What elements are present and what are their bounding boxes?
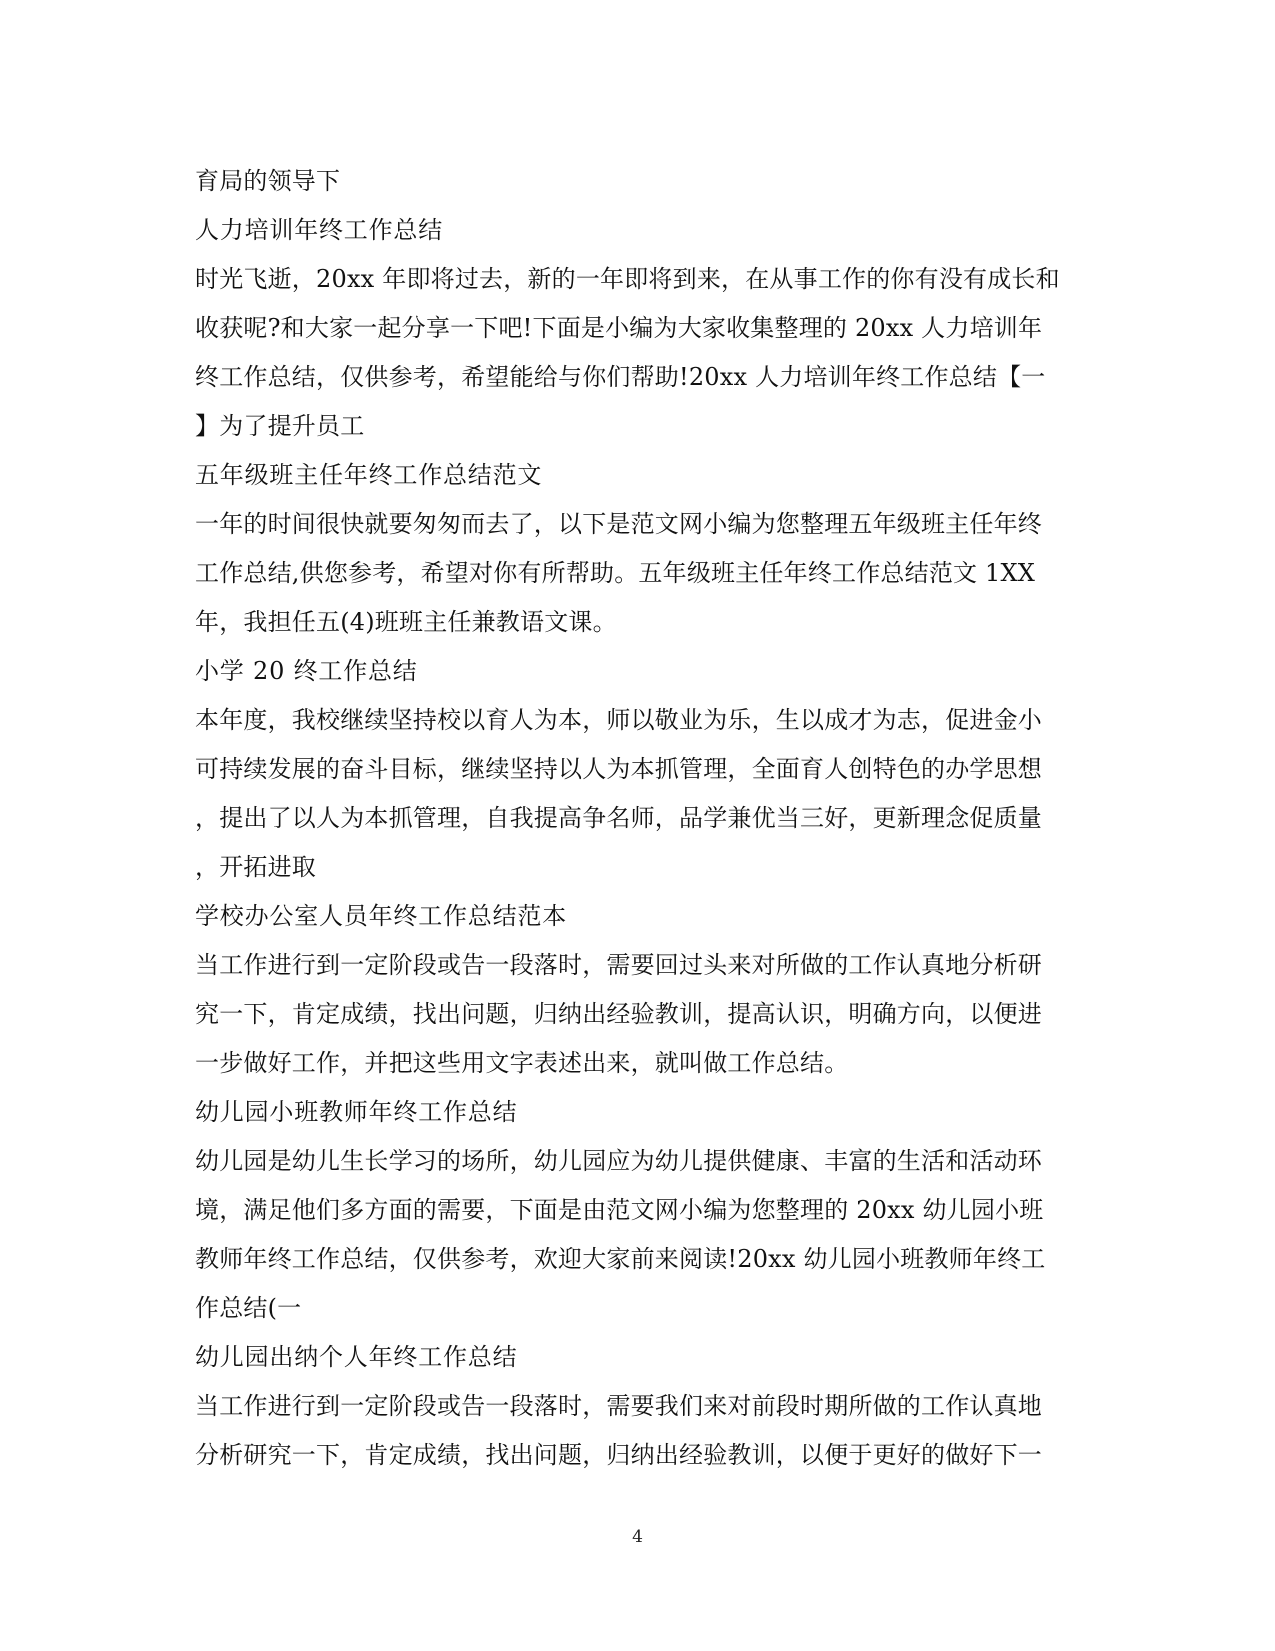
- section-heading: 人力培训年终工作总结: [195, 216, 443, 244]
- section-heading: 幼儿园出纳个人年终工作总结: [195, 1343, 518, 1371]
- paragraph-line: ，提出了以人为本抓管理，自我提高争名师，品学兼优当三好，更新理念促质量: [195, 804, 1042, 832]
- section-heading: 五年级班主任年终工作总结范文: [195, 461, 543, 489]
- paragraph-line: 境，满足他们多方面的需要，下面是由范文网小编为您整理的 20xx 幼儿园小班: [195, 1196, 1044, 1224]
- paragraph-line: 一年的时间很快就要匆匆而去了，以下是范文网小编为您整理五年级班主任年终: [195, 510, 1042, 538]
- section-heading: 小学 20 终工作总结: [195, 657, 418, 685]
- page-number: 4: [632, 1527, 643, 1547]
- paragraph-line: 终工作总结，仅供参考，希望能给与你们帮助!20xx 人力培训年终工作总结【一: [195, 363, 1046, 391]
- paragraph-line: 究一下，肯定成绩，找出问题，归纳出经验教训，提高认识，明确方向，以便进: [195, 1000, 1042, 1028]
- paragraph-line: 一步做好工作，并把这些用文字表述出来，就叫做工作总结。: [195, 1049, 849, 1077]
- paragraph-line: 幼儿园是幼儿生长学习的场所，幼儿园应为幼儿提供健康、丰富的生活和活动环: [195, 1147, 1042, 1175]
- paragraph-line: 工作总结,供您参考，希望对你有所帮助。五年级班主任年终工作总结范文 1XX: [195, 559, 1036, 587]
- paragraph-line: 时光飞逝，20xx 年即将过去，新的一年即将到来，在从事工作的你有没有成长和: [195, 265, 1060, 293]
- paragraph-line: 可持续发展的奋斗目标，继续坚持以人为本抓管理，全面育人创特色的办学思想: [195, 755, 1042, 783]
- paragraph-line: 当工作进行到一定阶段或告一段落时，需要我们来对前段时期所做的工作认真地: [195, 1392, 1042, 1420]
- paragraph-line: 教师年终工作总结，仅供参考，欢迎大家前来阅读!20xx 幼儿园小班教师年终工: [195, 1245, 1046, 1273]
- section-heading: 幼儿园小班教师年终工作总结: [195, 1098, 518, 1126]
- paragraph-line: 当工作进行到一定阶段或告一段落时，需要回过头来对所做的工作认真地分析研: [195, 951, 1042, 979]
- section-heading: 学校办公室人员年终工作总结范本: [195, 902, 567, 930]
- paragraph-line: 分析研究一下，肯定成绩，找出问题，归纳出经验教训，以便于更好的做好下一: [195, 1441, 1042, 1469]
- paragraph-line: 收获呢?和大家一起分享一下吧!下面是小编为大家收集整理的 20xx 人力培训年: [195, 314, 1043, 342]
- paragraph-line: ，开拓进取: [195, 853, 316, 881]
- paragraph-line: 作总结(一: [195, 1294, 302, 1322]
- document-body: [195, 157, 1080, 1480]
- paragraph-line: 本年度，我校继续坚持校以育人为本，师以敬业为乐，生以成才为志，促进金小: [195, 706, 1042, 734]
- paragraph-line: 育局的领导下: [195, 167, 341, 195]
- paragraph-line: 】为了提升员工: [195, 412, 365, 440]
- paragraph-line: 年，我担任五(4)班班主任兼教语文课。: [195, 608, 617, 636]
